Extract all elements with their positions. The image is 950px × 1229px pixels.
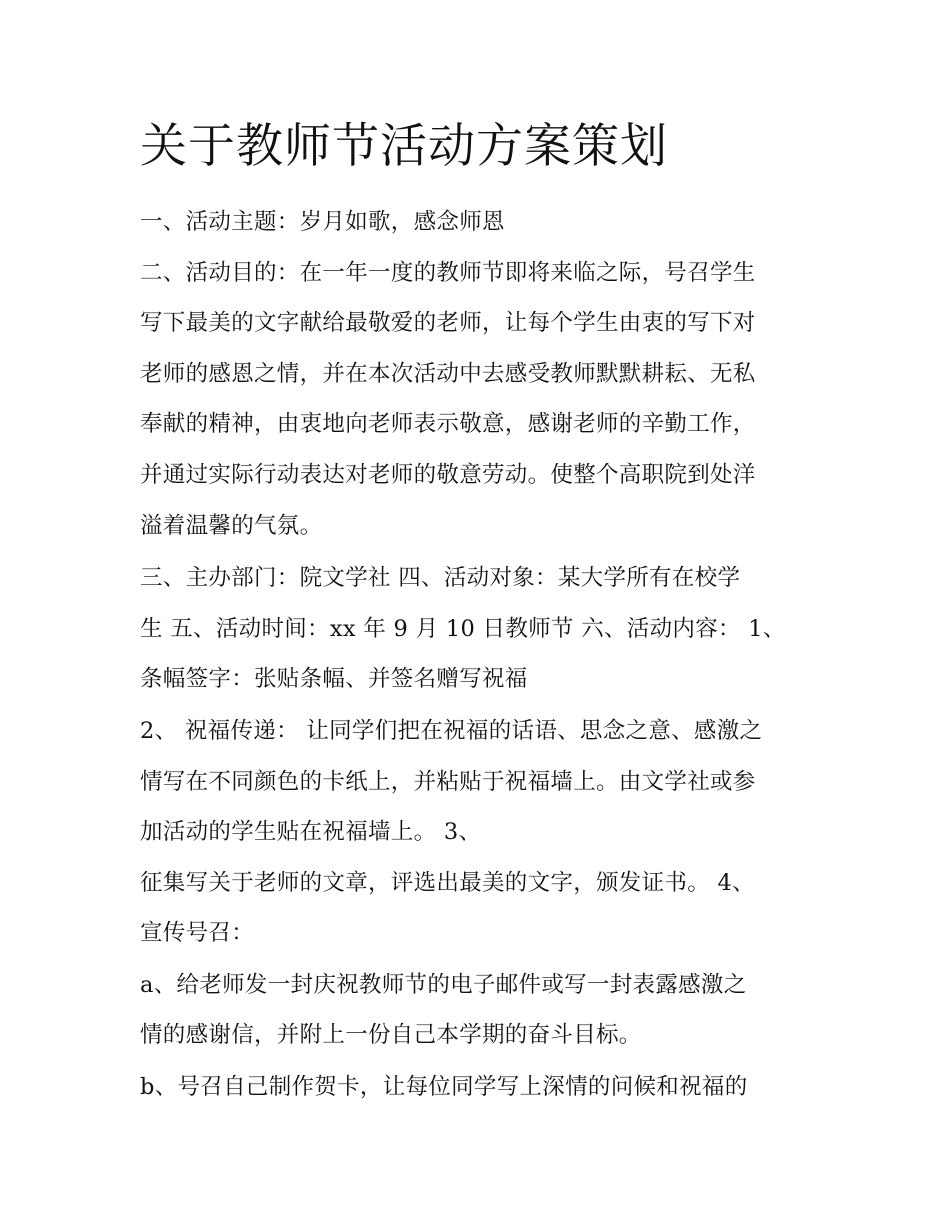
text-line: 生 五、活动时间：xx 年 9 月 10 日教师节 六、活动内容： 1、 bbox=[140, 616, 786, 642]
text-line: 宣传号召： bbox=[140, 920, 255, 946]
text-line-activity-theme: 一、活动主题：岁月如歌，感念师恩 bbox=[140, 209, 505, 235]
text-line: 溢着温馨的气氛。 bbox=[140, 513, 323, 539]
text-line-blessing-delivery: 2、 祝福传递： 让同学们把在祝福的话语、思念之意、感激之 bbox=[140, 718, 763, 744]
text-line: 写下最美的文字献给最敬爱的老师，让每个学生由衷的写下对 bbox=[140, 310, 756, 336]
text-line-item-b: b、号召自己制作贺卡，让每位同学写上深情的问候和祝福的 bbox=[140, 1074, 748, 1100]
text-line: 情写在不同颜色的卡纸上，并粘贴于祝福墙上。由文学社或参 bbox=[140, 769, 756, 795]
text-line: 情的感谢信，并附上一份自己本学期的奋斗目标。 bbox=[140, 1022, 642, 1048]
text-line: 加活动的学生贴在祝福墙上。 3、 bbox=[140, 819, 482, 845]
text-line-activity-purpose: 二、活动目的：在一年一度的教师节即将来临之际，号召学生 bbox=[140, 260, 756, 286]
text-line: 奉献的精神，由衷地向老师表示敬意，感谢老师的辛勤工作， bbox=[140, 411, 756, 437]
text-line-organizer: 三、主办部门：院文学社 四、活动对象：某大学所有在校学 bbox=[140, 565, 741, 591]
text-line-essay-collection: 征集写关于老师的文章，评选出最美的文字，颁发证书。 4、 bbox=[140, 870, 755, 896]
document-title: 关于教师节活动方案策划 bbox=[140, 119, 668, 174]
text-line: 老师的感恩之情，并在本次活动中去感受教师默默耕耘、无私 bbox=[140, 361, 756, 387]
text-line: 并通过实际行动表达对老师的敬意劳动。使整个高职院到处洋 bbox=[140, 462, 756, 488]
text-line: 条幅签字：张贴条幅、并签名赠写祝福 bbox=[140, 666, 528, 692]
text-line-item-a: a、给老师发一封庆祝教师节的电子邮件或写一封表露感激之 bbox=[140, 972, 747, 998]
